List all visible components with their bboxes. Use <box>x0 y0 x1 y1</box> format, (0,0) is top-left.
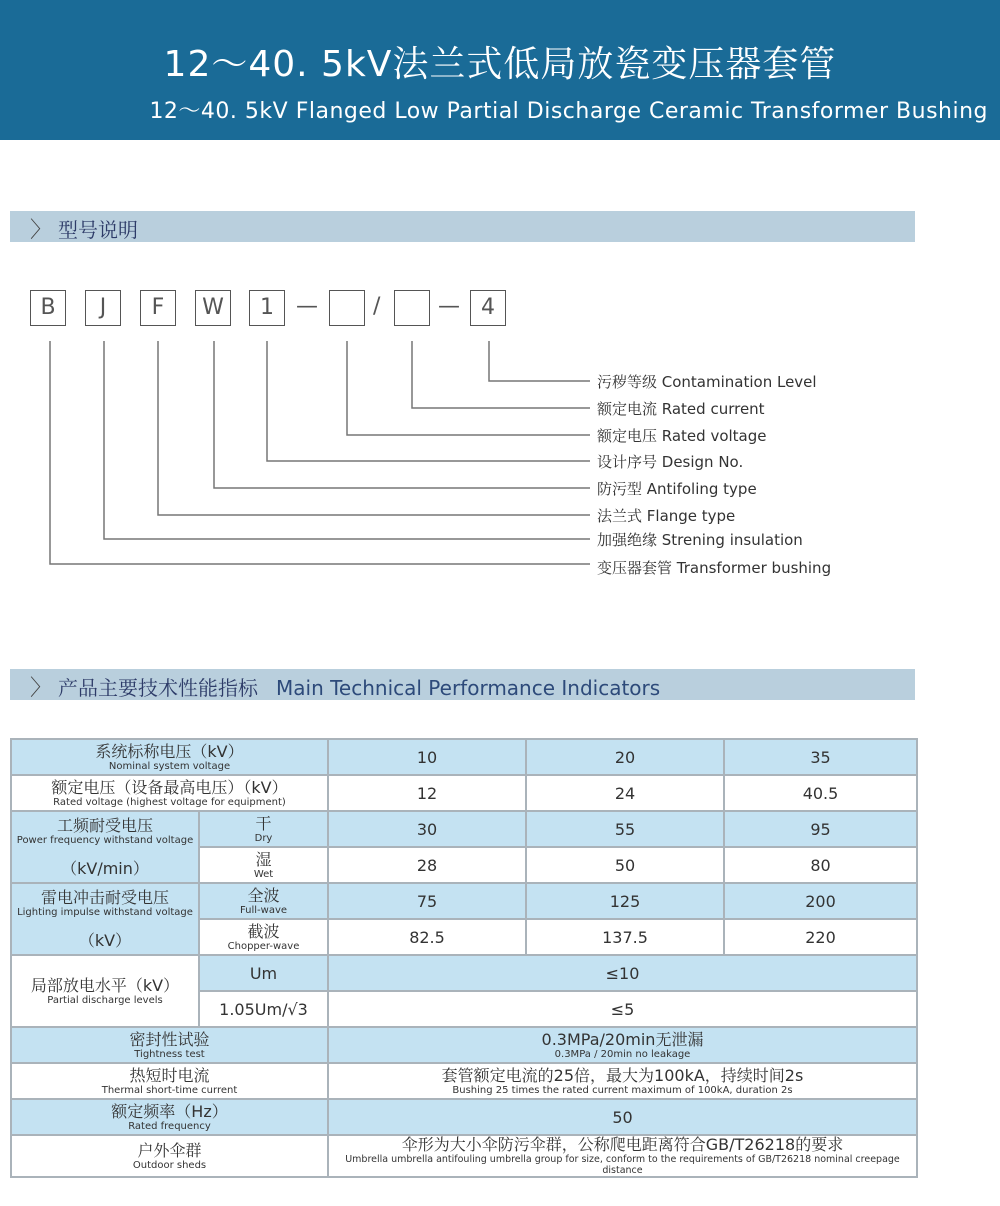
connector-line <box>267 341 590 461</box>
row-label <box>11 1027 328 1063</box>
row-label-en: Lighting impulse withstand voltage <box>17 906 193 918</box>
section-performance-title <box>58 672 660 701</box>
title-zh: 12～40. 5kV法兰式低局放瓷变压器套管 <box>163 44 837 85</box>
connector-line <box>347 341 590 435</box>
table-row <box>11 1027 917 1063</box>
section-performance-title-zh: 产品主要技术性能指标 <box>58 676 258 700</box>
legend-rated-voltage: 额定电压 Rated voltage <box>597 427 767 445</box>
row-label-en: Nominal system voltage <box>108 760 231 772</box>
row-label-en: Thermal short-time current <box>101 1084 238 1096</box>
table-cell: ≤5 <box>328 991 917 1027</box>
section-performance-title-en: Main Technical Performance Indicators <box>276 676 661 700</box>
cell-en: 0.3MPa / 20min no leakage <box>554 1048 691 1060</box>
table-cell: 200 <box>724 883 917 919</box>
connector-line <box>412 341 590 408</box>
legend-bushing: 变压器套管 Transformer bushing <box>597 559 832 577</box>
sub-label <box>199 847 328 883</box>
table-cell: 125 <box>526 883 724 919</box>
legend-design-no: 设计序号 Design No. <box>597 453 744 471</box>
code-box-j: J <box>85 290 121 326</box>
table-row <box>11 1063 917 1099</box>
sub-label-zh: 全波 <box>247 885 280 905</box>
row-label <box>11 1099 328 1135</box>
table-cell: 50 <box>526 847 724 883</box>
sub-label <box>199 883 328 919</box>
row-label <box>11 883 199 955</box>
code-dash-2: — <box>438 294 460 319</box>
code-slash: / <box>373 294 381 319</box>
chevron-right-icon: 〉 <box>30 218 53 243</box>
table-cell <box>328 1063 917 1099</box>
sub-label-en: Dry <box>254 832 273 844</box>
legend-rated-current: 额定电流 Rated current <box>597 400 765 418</box>
table-cell: 28 <box>328 847 526 883</box>
sub-label-zh: 截波 <box>247 921 280 941</box>
connector-line <box>489 341 590 381</box>
section-model-title: 型号说明 <box>58 218 138 242</box>
row-label-en: Power frequency withstand voltage <box>16 834 194 846</box>
sub-label-en: Wet <box>253 868 274 880</box>
code-dash-1: — <box>296 294 318 319</box>
row-label <box>11 739 328 775</box>
table-cell: 75 <box>328 883 526 919</box>
table-row <box>11 811 917 847</box>
legend-antifoling: 防污型 Antifoling type <box>597 480 757 498</box>
table-cell <box>328 1027 917 1063</box>
legend-flange: 法兰式 Flange type <box>597 507 736 525</box>
code-box-b: B <box>30 290 66 326</box>
table-cell <box>328 1135 917 1177</box>
sub-label-zh: 干 <box>255 813 272 833</box>
table-row <box>11 1099 917 1135</box>
code-box-1: 1 <box>249 290 285 326</box>
code-box-f: F <box>140 290 176 326</box>
row-label-zh: 系统标称电压（kV） <box>95 741 244 761</box>
legend-contamination: 污秽等级 Contamination Level <box>597 373 817 391</box>
table-cell: 10 <box>328 739 526 775</box>
row-label-zh: 密封性试验 <box>129 1029 210 1049</box>
row-label-en: Partial discharge levels <box>47 994 163 1006</box>
connector-line <box>158 341 590 515</box>
cell-zh: 伞形为大小伞防污伞群，公称爬电距离符合GB/T26218的要求 <box>401 1135 844 1154</box>
row-label-en: Tightness test <box>134 1048 205 1060</box>
sub-label-en: Full-wave <box>239 904 288 916</box>
title-en: 12～40. 5kV Flanged Low Partial Discharge Ceramic Transformer Bushing <box>149 99 988 124</box>
row-label-zh: 热短时电流 <box>129 1065 210 1085</box>
table-cell: 80 <box>724 847 917 883</box>
chevron-right-icon: 〉 <box>30 676 53 701</box>
row-label-zh: 额定频率（Hz） <box>111 1101 228 1121</box>
table-cell: 20 <box>526 739 724 775</box>
table-row <box>11 1135 917 1177</box>
table-cell: 220 <box>724 919 917 955</box>
cell-en: Umbrella umbrella antifouling umbrella group for size, conform to the requirements of GB/T26218 nominal creepage distance <box>345 1154 900 1176</box>
connector-line <box>214 341 590 488</box>
sub-label: 1.05Um/√3 <box>199 991 328 1027</box>
row-label <box>11 1063 328 1099</box>
table-cell: 137.5 <box>526 919 724 955</box>
code-box-4: 4 <box>470 290 506 326</box>
sub-label <box>199 919 328 955</box>
row-label-zh: 局部放电水平（kV） <box>30 975 180 995</box>
table-row <box>11 775 917 811</box>
row-label-unit: （kV/min） <box>61 858 149 878</box>
cell-zh: 套管额定电流的25倍，最大为100kA，持续时间2s <box>441 1065 804 1085</box>
sub-label <box>199 811 328 847</box>
sub-label-zh: 湿 <box>255 849 272 869</box>
table-cell: 30 <box>328 811 526 847</box>
row-label-en: Outdoor sheds <box>132 1159 207 1171</box>
row-label <box>11 775 328 811</box>
row-label-unit: （kV） <box>78 930 132 950</box>
table-cell: ≤10 <box>328 955 917 991</box>
cell-zh: 0.3MPa/20min无泄漏 <box>541 1029 704 1049</box>
table-cell: 50 <box>328 1099 917 1135</box>
code-box-w: W <box>195 290 231 326</box>
row-label-zh: 工频耐受电压 <box>56 815 153 835</box>
legend-insulation: 加强绝缘 Strening insulation <box>597 531 803 549</box>
cell-en: Bushing 25 times the rated current maximum of 100kA, duration 2s <box>452 1084 793 1096</box>
table-cell: 24 <box>526 775 724 811</box>
row-label <box>11 1135 328 1177</box>
connector-line <box>50 341 590 564</box>
row-label <box>11 955 199 1027</box>
row-label-zh: 雷电冲击耐受电压 <box>40 887 169 907</box>
sub-label: Um <box>199 955 328 991</box>
table-cell: 55 <box>526 811 724 847</box>
table-row <box>11 739 917 775</box>
table-cell: 40.5 <box>724 775 917 811</box>
sub-label-en: Chopper-wave <box>227 940 300 952</box>
table-cell: 12 <box>328 775 526 811</box>
row-label <box>11 811 199 883</box>
row-label-zh: 额定电压（设备最高电压）（kV） <box>51 777 288 797</box>
row-label-en: Rated voltage (highest voltage for equipment) <box>53 796 286 808</box>
section-performance-bar <box>10 669 915 700</box>
table-cell: 82.5 <box>328 919 526 955</box>
row-label-en: Rated frequency <box>128 1120 211 1132</box>
table-row <box>11 883 917 919</box>
table-cell: 35 <box>724 739 917 775</box>
table-row <box>11 955 917 991</box>
table-cell: 95 <box>724 811 917 847</box>
spec-table <box>10 738 918 1178</box>
row-label-zh: 户外伞群 <box>137 1140 202 1160</box>
